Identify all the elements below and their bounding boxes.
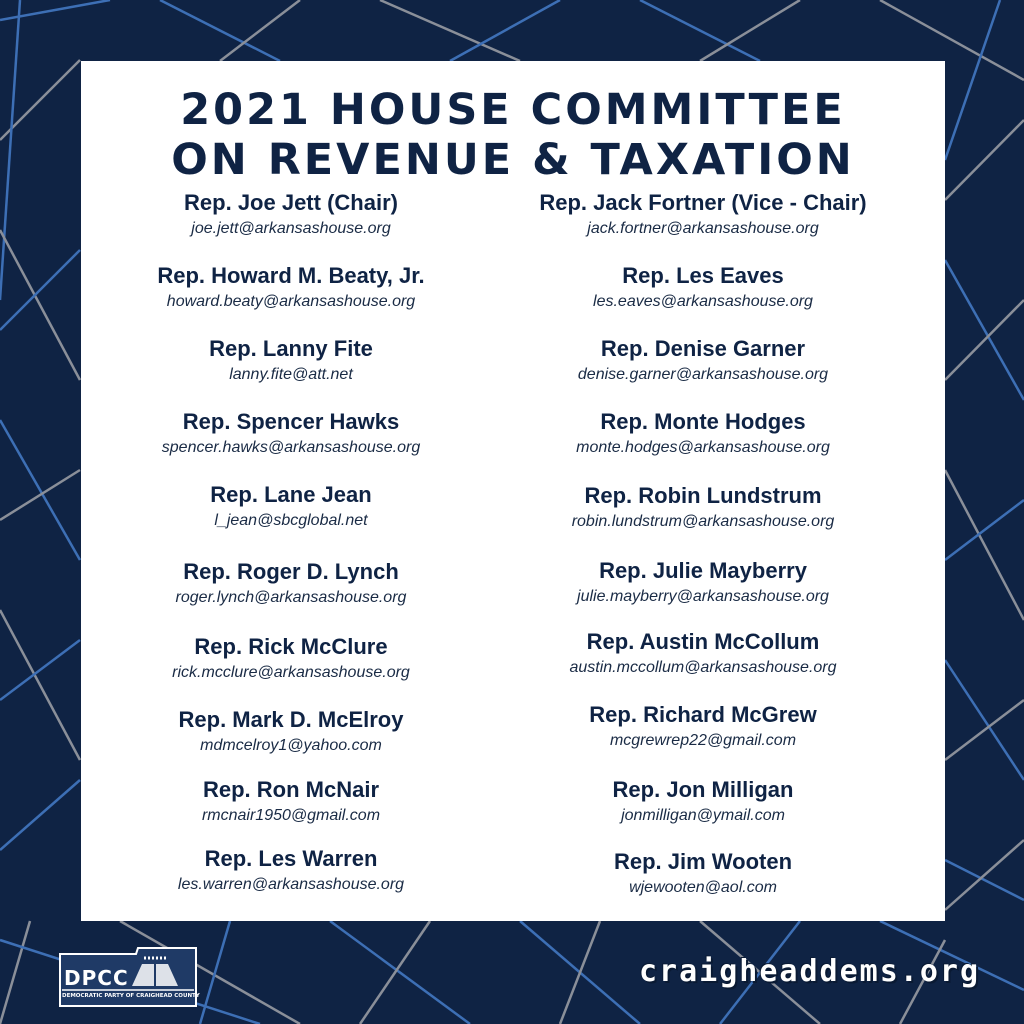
member-email[interactable]: denise.garner@arkansashouse.org [577, 366, 829, 383]
member-email[interactable]: monte.hodges@arkansashouse.org [576, 439, 830, 456]
member-entry [493, 701, 913, 752]
member-name: Rep. Ron McNair [202, 777, 380, 802]
member-name: Rep. Julie Mayberry [599, 558, 807, 583]
member-entry [493, 557, 913, 608]
member-name: Rep. Spencer Hawks [182, 409, 400, 434]
member-email[interactable]: robin.lundstrum@arkansashouse.org [571, 513, 835, 530]
member-entry [81, 335, 501, 386]
member-email[interactable]: austin.mccollum@arkansashouse.org [569, 659, 837, 676]
member-name: Rep. Lane Jean [210, 482, 372, 507]
member-email[interactable]: rick.mcclure@arkansashouse.org [172, 664, 410, 681]
member-email[interactable]: lanny.fite@att.net [229, 366, 353, 383]
member-email[interactable]: spencer.hawks@arkansashouse.org [161, 439, 421, 456]
member-entry [81, 706, 501, 757]
page-title [81, 85, 945, 185]
member-entry [81, 558, 501, 609]
member-name: Rep. Denise Garner [600, 336, 806, 361]
member-entry [493, 848, 913, 899]
website-link[interactable]: craigheaddems.org [638, 954, 980, 989]
member-entry [493, 482, 913, 533]
member-entry [81, 845, 501, 896]
member-email[interactable]: jonmilligan@ymail.com [621, 807, 785, 824]
member-name: Rep. Mark D. McElroy [178, 707, 404, 732]
member-email[interactable]: wjewooten@aol.com [629, 879, 777, 896]
logo-letters: DPCC [64, 966, 129, 990]
member-entry [81, 408, 501, 459]
member-email[interactable]: roger.lynch@arkansashouse.org [175, 589, 407, 606]
member-entry [493, 189, 913, 240]
member-entry [81, 262, 501, 313]
member-email[interactable]: l_jean@sbcglobal.net [214, 512, 368, 529]
committee-card [81, 61, 945, 921]
member-name: Rep. Robin Lundstrum [584, 483, 822, 508]
member-name: Rep. Monte Hodges [600, 409, 806, 434]
member-email[interactable]: les.warren@arkansashouse.org [177, 876, 405, 893]
member-entry [81, 189, 501, 240]
member-entry [493, 776, 913, 827]
member-email[interactable]: rmcnair1950@gmail.com [201, 807, 381, 824]
member-entry [493, 335, 913, 386]
member-name: Rep. Roger D. Lynch [183, 559, 399, 584]
member-entry [493, 262, 913, 313]
title-line-2: ON REVENUE & TAXATION [171, 135, 855, 185]
member-email[interactable]: jack.fortner@arkansashouse.org [587, 220, 819, 237]
member-entry [81, 481, 501, 532]
member-email[interactable]: mcgrewrep22@gmail.com [609, 732, 797, 749]
member-email[interactable]: les.eaves@arkansashouse.org [593, 293, 813, 310]
member-email[interactable]: julie.mayberry@arkansashouse.org [577, 588, 829, 605]
member-name: Rep. Jack Fortner (Vice - Chair) [539, 190, 867, 215]
member-name: Rep. Richard McGrew [589, 702, 817, 727]
member-entry [81, 776, 501, 827]
member-email[interactable]: mdmcelroy1@yahoo.com [200, 737, 382, 754]
member-entry [493, 408, 913, 459]
member-name: Rep. Howard M. Beaty, Jr. [157, 263, 425, 288]
member-name: Rep. Austin McCollum [586, 629, 820, 654]
member-name: Rep. Les Warren [204, 846, 378, 871]
member-entry [81, 633, 501, 684]
member-name: Rep. Lanny Fite [209, 336, 373, 361]
member-name: Rep. Jim Wooten [613, 849, 793, 874]
member-name: Rep. Les Eaves [622, 263, 784, 288]
title-line-1: 2021 HOUSE COMMITTEE [180, 85, 846, 135]
logo-subtitle: DEMOCRATIC PARTY OF CRAIGHEAD COUNTY [62, 993, 200, 999]
member-entry [493, 628, 913, 679]
member-name: Rep. Rick McClure [194, 634, 388, 659]
member-name: Rep. Jon Milligan [612, 777, 794, 802]
member-email[interactable]: howard.beaty@arkansashouse.org [166, 293, 416, 310]
member-email[interactable]: joe.jett@arkansashouse.org [191, 220, 391, 237]
dpcc-logo [58, 946, 198, 1008]
member-name: Rep. Joe Jett (Chair) [184, 190, 398, 215]
